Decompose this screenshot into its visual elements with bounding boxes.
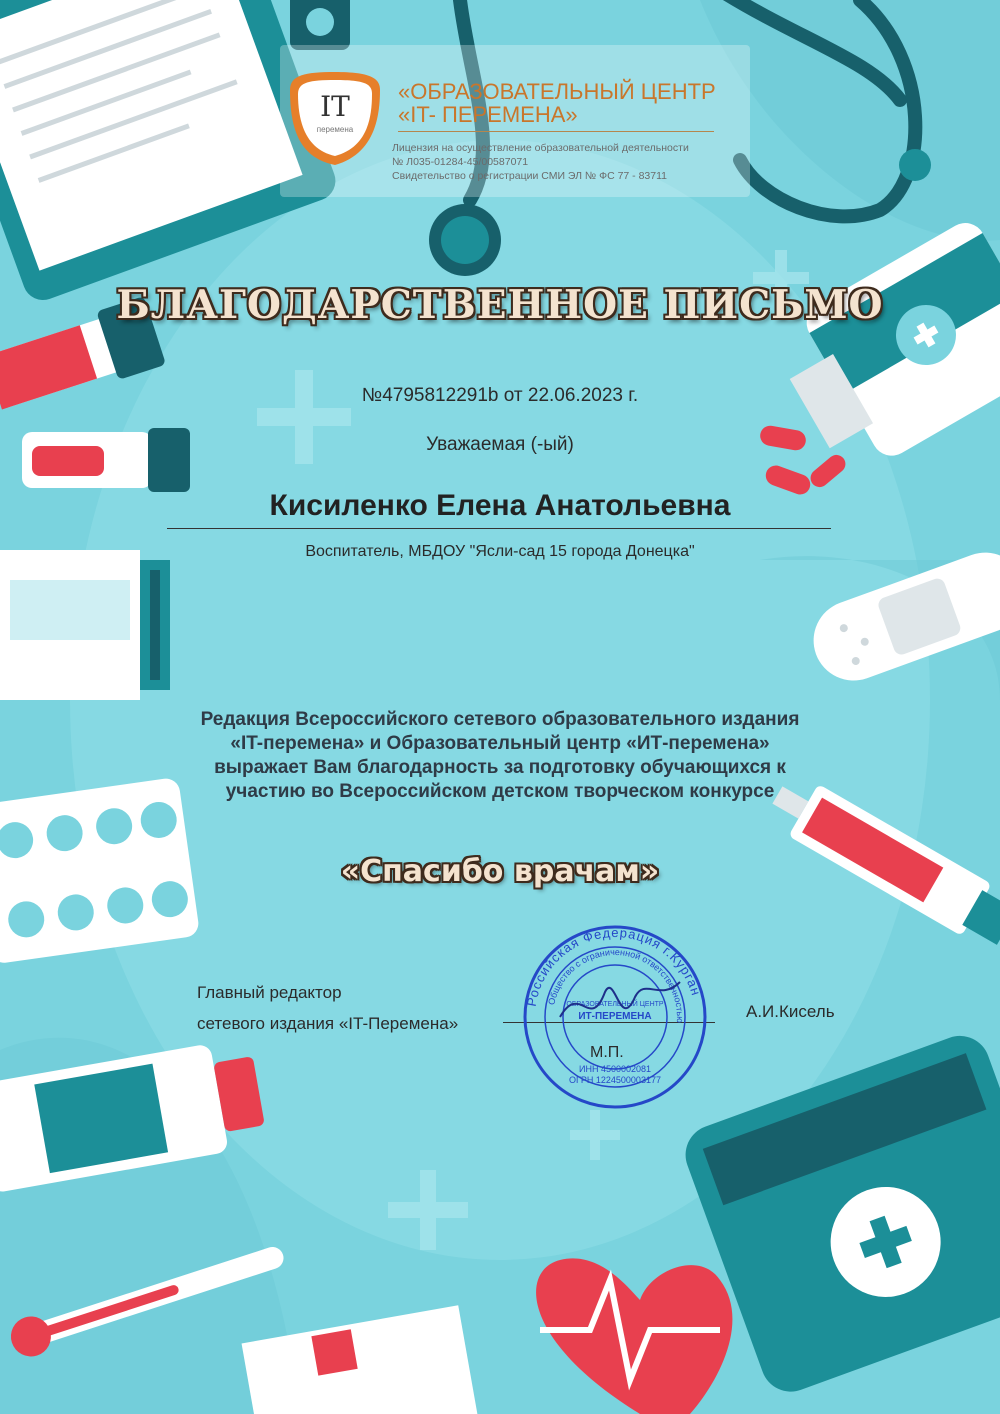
- gratitude-text: [120, 708, 880, 804]
- org-name: «ОБРАЗОВАТЕЛЬНЫЙ ЦЕНТР «IT- ПЕРЕМЕНА»: [398, 79, 716, 127]
- body-line: выражает Вам благодарность за подготовку обучающихся к: [214, 757, 786, 778]
- body-line: Редакция Всероссийского сетевого образовательного издания: [200, 709, 800, 730]
- stamp-inn: ИНН 4500002081: [578, 1064, 652, 1074]
- body-line: «IT-перемена» и Образовательный центр «ИТ-перемена»: [230, 733, 770, 754]
- org-divider: [398, 131, 714, 132]
- stamp-center-top: ОБРАЗОВАТЕЛЬНЫЙ ЦЕНТР: [566, 1001, 664, 1008]
- body-line: участию во Всероссийском детском творческом конкурсе: [225, 781, 775, 802]
- name-underline: [167, 528, 831, 529]
- recipient-name: Кисиленко Елена Анатольевна: [269, 489, 731, 522]
- stamp-outer-text: Российская Федерация г.Курган: [523, 924, 705, 1008]
- editor-title: Главный редактор: [197, 983, 342, 1002]
- medicine-bottle-left: [0, 550, 170, 700]
- salutation: Уважаемая (-ый): [426, 434, 574, 455]
- logo-subtext: перемена: [316, 125, 354, 134]
- recipient-position: Воспитатель, МБДОУ "Ясли-сад 15 города Донецка": [305, 543, 695, 560]
- editor-publication: сетевого издания «IT-Перемена»: [197, 1014, 459, 1033]
- stamp-center-name: ИТ-ПЕРЕМЕНА: [578, 1011, 652, 1022]
- letter-number: №4795812291b от 22.06.2023 г.: [361, 385, 639, 406]
- license-line: Свидетельство о регистрации СМИ ЭЛ № ФС 77 - 83711: [392, 170, 668, 182]
- stamp-mark: М.П.: [590, 1044, 624, 1061]
- signer-name: А.И.Кисель: [746, 1002, 835, 1021]
- stamp-inner-text: Общество с ограниченной ответственностью: [546, 946, 686, 1024]
- logo-text: IT: [320, 90, 350, 123]
- license-line: Лицензия на осуществление образовательной деятельности: [392, 142, 689, 154]
- org-logo: [280, 70, 390, 170]
- contest-name: «Спасибо врачам»: [340, 854, 660, 889]
- license-info: [392, 141, 762, 183]
- license-line: № Л035-01284-45/00587071: [392, 156, 529, 168]
- page-title: БЛАГОДАРСТВЕННОЕ ПИСЬМО: [116, 282, 884, 328]
- official-stamp: [520, 922, 710, 1112]
- stamp-ogrn: ОГРН 1224500003177: [569, 1075, 661, 1085]
